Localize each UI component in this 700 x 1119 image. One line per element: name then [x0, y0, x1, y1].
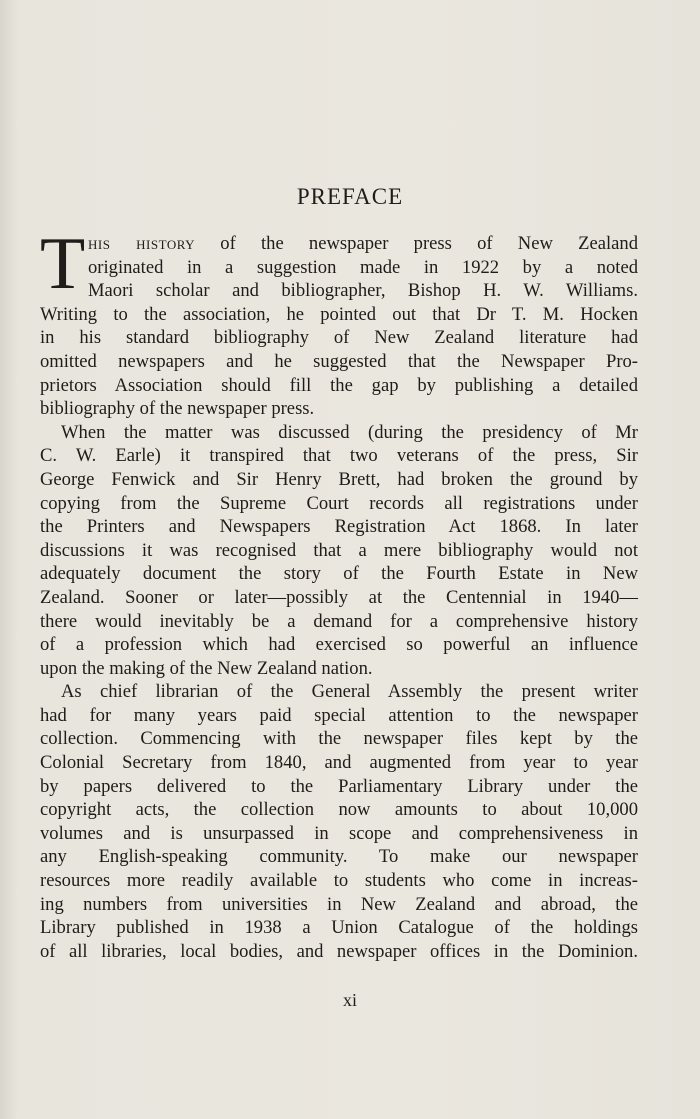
text-line: originated in a suggestion made in 1922 by a noted	[88, 256, 638, 278]
dropcap-block	[40, 223, 639, 305]
text-line	[88, 232, 638, 256]
paragraph-2	[40, 421, 638, 681]
text-line: resources more readily available to students who come in increas-	[40, 870, 638, 892]
text-line: Colonial Secretary from 1840, and augmented from year to year	[40, 752, 638, 774]
page-title: PREFACE	[296, 184, 404, 209]
text-line: any English-speaking community. To make our newspaper	[40, 846, 638, 868]
text-line: there would inevitably be a demand for a comprehensive history	[40, 610, 638, 632]
text-line: of a profession which had exercised so powerful an influence	[40, 634, 638, 656]
text-line: the Printers and Newspapers Registration Act 1868. In later	[40, 516, 638, 538]
text-line: discussions it was recognised that a mere bibliography would not	[40, 539, 638, 561]
text-line: by papers delivered to the Parliamentary Library under the	[40, 775, 638, 797]
paragraph-1	[40, 223, 639, 421]
page-number: xi	[342, 990, 357, 1010]
text-line: George Fenwick and Sir Henry Brett, had broken the ground by	[40, 468, 638, 490]
text-line: had for many years paid special attention to the newspaper	[40, 704, 638, 726]
text-line: As chief librarian of the General Assembly the present writer	[61, 681, 638, 703]
text-line: C. W. Earle) it transpired that two veterans of the press, Sir	[40, 445, 638, 467]
text-line: Library published in 1938 a Union Catalogue of the holdings	[40, 917, 638, 939]
paragraph-3	[40, 680, 638, 963]
lead-small-caps: his history	[88, 233, 196, 254]
text-line: of all libraries, local bodies, and newspaper offices in the Dominion.	[40, 940, 638, 962]
text-line: adequately document the story of the Fourth Estate in New	[40, 563, 638, 585]
text-line: Maori scholar and bibliographer, Bishop H. W. Williams.	[88, 280, 638, 302]
text-line: Zealand. Sooner or later—possibly at the Centennial in 1940—	[40, 586, 638, 608]
text-line: copying from the Supreme Court records all registrations under	[40, 492, 638, 514]
text-line: in his standard bibliography of New Zealand literature had	[40, 327, 638, 349]
text-line: ing numbers from universities in New Zealand and abroad, the	[40, 893, 638, 915]
text-line-rest: of the newspaper press of New Zealand	[195, 233, 639, 254]
drop-cap-letter: T	[40, 223, 86, 305]
text-line: upon the making of the New Zealand nation.	[40, 657, 373, 679]
text-line: volumes and is unsurpassed in scope and comprehensiveness in	[40, 822, 638, 844]
text-line: When the matter was discussed (during the presidency of Mr	[61, 421, 638, 443]
text-line: omitted newspapers and he suggested that the Newspaper Pro-	[40, 350, 638, 372]
text-line: prietors Association should fill the gap by publishing a detailed	[40, 374, 638, 396]
text-line: copyright acts, the collection now amounts to about 10,000	[40, 799, 638, 821]
text-line: bibliography of the newspaper press.	[40, 398, 315, 420]
body-text	[40, 223, 639, 963]
text-line: collection. Commencing with the newspaper files kept by the	[40, 728, 638, 750]
text-line: Writing to the association, he pointed out that Dr T. M. Hocken	[40, 303, 638, 325]
